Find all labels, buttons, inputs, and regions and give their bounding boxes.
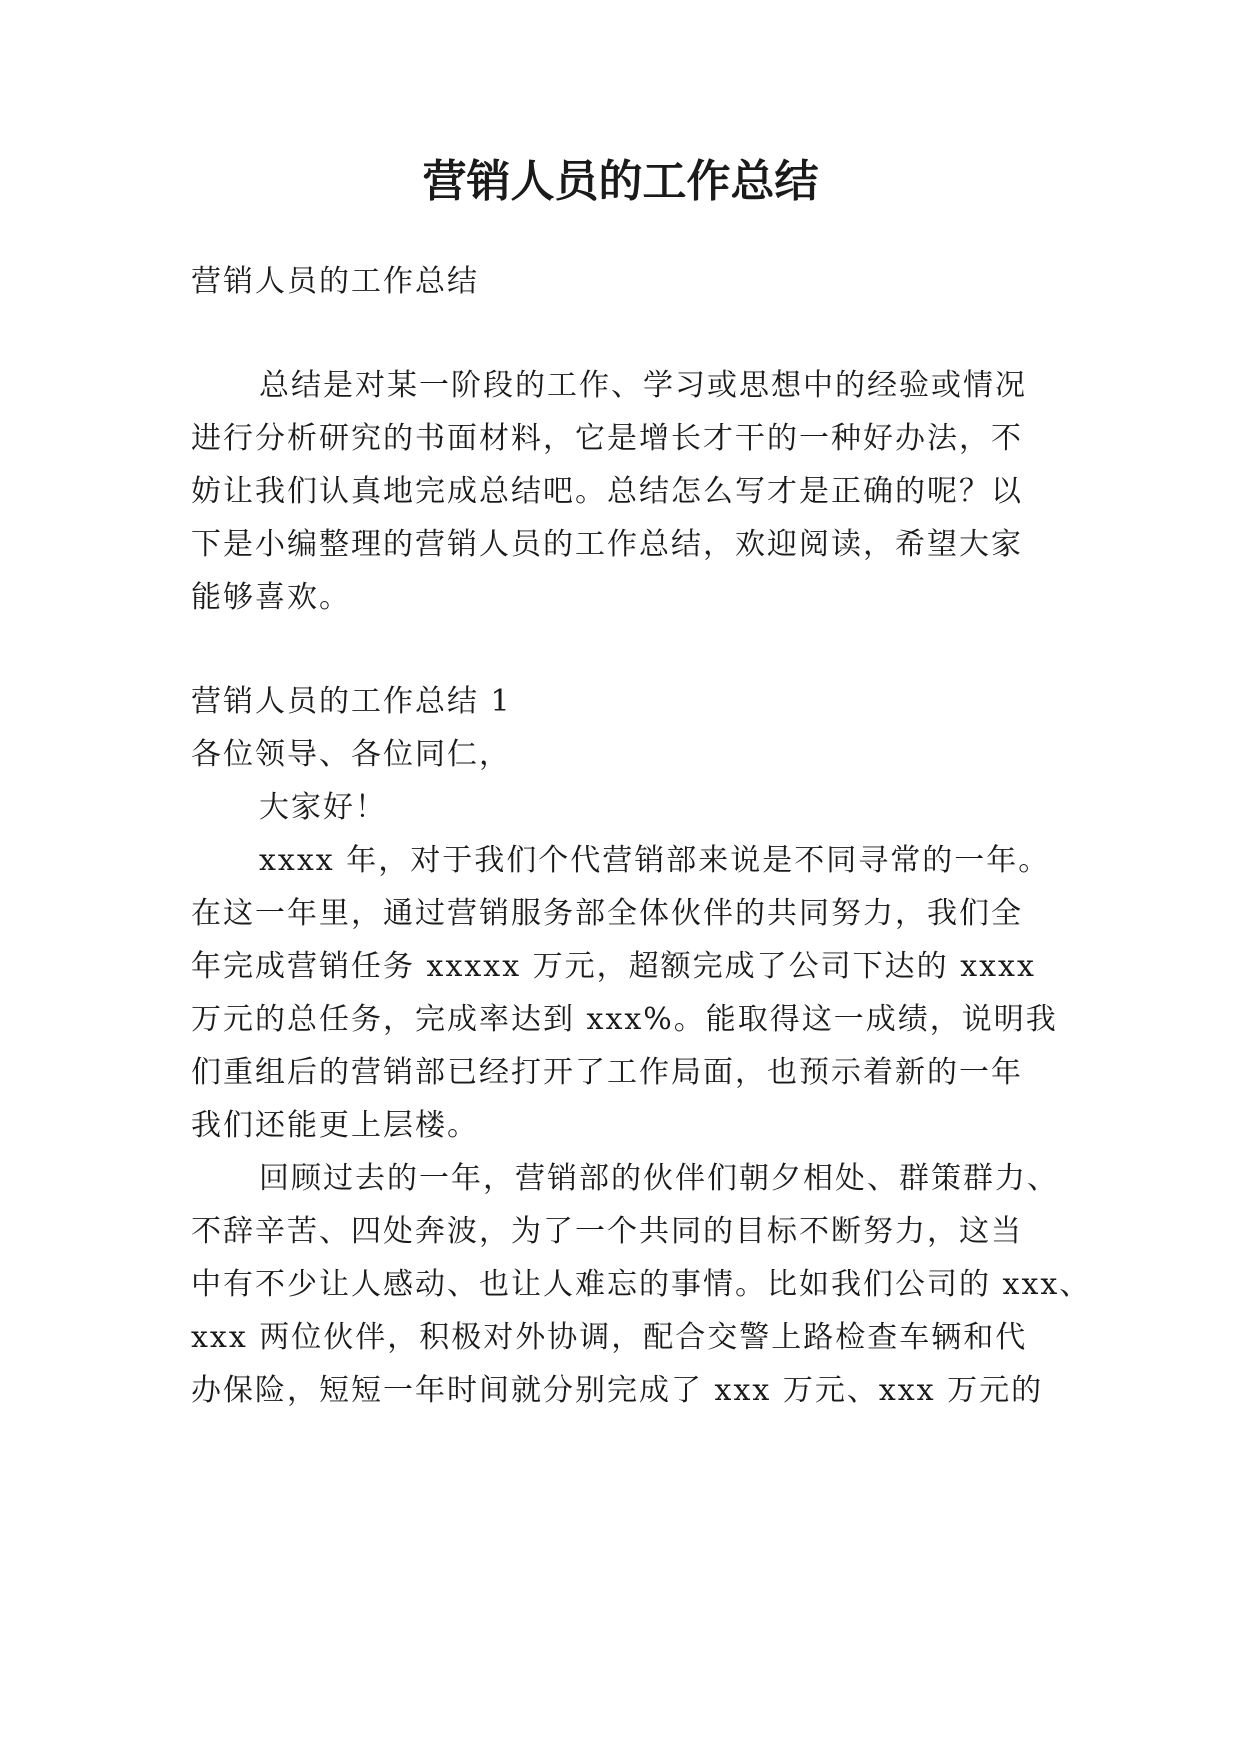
- section-heading: 营销人员的工作总结 1: [191, 684, 512, 719]
- intro-line: 进行分析研究的书面材料，它是增长才干的一种好办法，不: [191, 421, 1023, 456]
- paragraph-line: 办保险，短短一年时间就分别完成了 xxx 万元、xxx 万元的: [191, 1373, 1044, 1408]
- intro-line: 总结是对某一阶段的工作、学习或思想中的经验或情况: [259, 368, 1027, 403]
- paragraph-line: 回顾过去的一年，营销部的伙伴们朝夕相处、群策群力、: [259, 1161, 1059, 1196]
- subtitle: 营销人员的工作总结: [191, 264, 479, 299]
- document-title: 营销人员的工作总结: [422, 156, 819, 207]
- paragraph-line: 们重组后的营销部已经打开了工作局面，也预示着新的一年: [191, 1055, 1023, 1090]
- greeting: 大家好！: [259, 790, 387, 825]
- paragraph-line: 我们还能更上层楼。: [191, 1108, 479, 1143]
- paragraph-line: xxxx 年，对于我们个代营销部来说是不同寻常的一年。: [259, 843, 1051, 878]
- paragraph-line: 在这一年里，通过营销服务部全体伙伴的共同努力，我们全: [191, 896, 1023, 931]
- paragraph-line: 中有不少让人感动、也让人难忘的事情。比如我们公司的 xxx、: [191, 1267, 1092, 1302]
- intro-line: 下是小编整理的营销人员的工作总结，欢迎阅读，希望大家: [191, 527, 1023, 562]
- paragraph-line: 年完成营销任务 xxxxx 万元，超额完成了公司下达的 xxxx: [191, 949, 1036, 984]
- paragraph-line: 不辞辛苦、四处奔波，为了一个共同的目标不断努力，这当: [191, 1214, 1023, 1249]
- intro-line: 能够喜欢。: [191, 580, 351, 615]
- salutation: 各位领导、各位同仁，: [191, 737, 511, 772]
- paragraph-line: 万元的总任务，完成率达到 xxx%。能取得这一成绩，说明我: [191, 1002, 1058, 1037]
- intro-line: 妨让我们认真地完成总结吧。总结怎么写才是正确的呢？以: [191, 474, 1023, 509]
- paragraph-line: xxx 两位伙伴，积极对外协调，配合交警上路检查车辆和代: [191, 1320, 1028, 1355]
